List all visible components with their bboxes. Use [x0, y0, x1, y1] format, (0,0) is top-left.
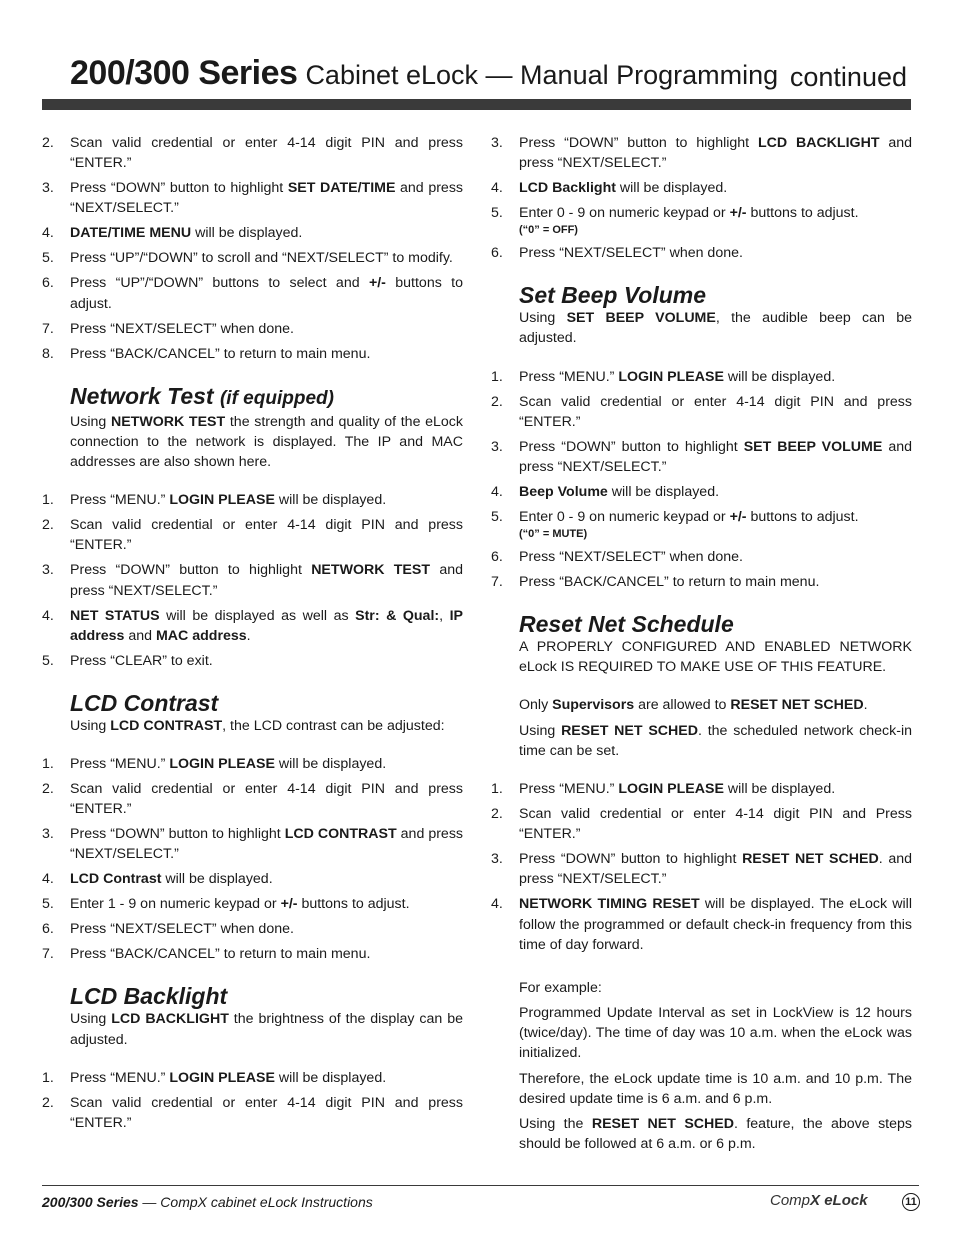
step-number: 6.: [491, 245, 503, 262]
step-number: 2.: [42, 135, 54, 151]
step-text: Press “MENU.” LOGIN PLEASE will be displayed.: [70, 756, 387, 773]
step-item: [42, 894, 463, 914]
lcd-contrast-steps: [42, 754, 463, 965]
step-number: 7.: [491, 574, 503, 591]
step-text: Press “NEXT/SELECT” when done.: [70, 921, 294, 938]
reset-net-steps: [491, 779, 912, 955]
step-number: 4.: [42, 871, 54, 888]
step-item: [42, 515, 463, 555]
page-number: 11: [902, 1193, 920, 1211]
reset-net-supervisors: Only Supervisors are allowed to RESET NET SCHED.: [519, 697, 868, 714]
step-number: 4.: [491, 896, 503, 913]
step-text: Scan valid credential or enter 4-14 digit PIN and press “ENTER.”: [70, 135, 463, 172]
example-paragraph-1: Programmed Update Interval as set in LockView is 12 hours (twice/day). The time of day was 10 a.m. when the eLock was initialized.: [519, 1005, 912, 1062]
step-number: 5.: [491, 509, 503, 526]
step-text: Enter 0 - 9 on numeric keypad or +/- buttons to adjust. (“0” = OFF): [519, 205, 859, 237]
step-number: 6.: [491, 549, 503, 566]
step-text: Press “MENU.” LOGIN PLEASE will be displayed.: [519, 368, 836, 385]
step-text: LCD Contrast will be displayed.: [70, 871, 273, 888]
step-text: Press “BACK/CANCEL” to return to main menu.: [70, 946, 371, 963]
step-text: Press “BACK/CANCEL” to return to main menu.: [70, 345, 371, 362]
step-number: 5.: [491, 205, 503, 222]
step-text: Press “CLEAR” to exit.: [70, 652, 213, 669]
step-item: [42, 824, 463, 864]
step-text: DATE/TIME MENU will be displayed.: [70, 225, 303, 242]
step-text: Press “DOWN” button to highlight SET BEEP VOLUME and press “NEXT/SELECT.”: [519, 438, 913, 476]
step-text: Press “DOWN” button to highlight LCD CONTRAST and press “NEXT/SELECT.”: [70, 826, 464, 863]
header-series: 200/300 Series: [70, 54, 298, 92]
network-test-heading: Network Test (if equipped): [70, 382, 334, 409]
lcd-backlight-heading: LCD Backlight: [70, 983, 228, 1010]
step-item: [491, 203, 912, 238]
step-item: [42, 869, 463, 889]
step-item: [491, 367, 912, 387]
step-number: 5.: [42, 652, 54, 669]
step-number: 3.: [491, 438, 503, 455]
step-text: Press “BACK/CANCEL” to return to main menu.: [519, 574, 820, 591]
step-item: [491, 243, 912, 263]
step-text: Enter 1 - 9 on numeric keypad or +/- buttons to adjust.: [70, 896, 410, 913]
step-item: [42, 319, 463, 339]
step-text: NETWORK TIMING RESET will be displayed. The eLock will follow the programmed or default check-in frequency from this time of day forward.: [519, 896, 912, 953]
lcd-contrast-description: Using LCD CONTRAST, the LCD contrast can be adjusted:: [70, 717, 445, 734]
step-number: 6.: [42, 921, 54, 938]
step-number: 1.: [42, 756, 54, 773]
beep-volume-description: Using SET BEEP VOLUME, the audible beep can be adjusted.: [519, 310, 912, 347]
step-text: Scan valid credential or enter 4-14 digit PIN and press “ENTER.”: [519, 393, 912, 430]
step-item: [42, 1093, 463, 1133]
step-item: [42, 560, 463, 600]
lcd-backlight-steps-continued: [491, 133, 912, 263]
step-text: Press “NEXT/SELECT” when done.: [519, 245, 743, 262]
step-number: 7.: [42, 946, 54, 963]
step-text: Scan valid credential or enter 4-14 digit PIN and press “ENTER.”: [70, 781, 463, 818]
lcd-contrast-heading: LCD Contrast: [70, 689, 219, 716]
step-number: 4.: [491, 180, 503, 197]
step-text: Press “UP”/“DOWN” to scroll and “NEXT/SELECT” to modify.: [70, 250, 453, 267]
step-number: 1.: [42, 1069, 54, 1086]
lcd-backlight-description: Using LCD BACKLIGHT the brightness of the display can be adjusted.: [70, 1011, 463, 1048]
step-item: [42, 223, 463, 243]
step-item: [491, 804, 912, 844]
step-text: LCD Backlight will be displayed.: [519, 180, 728, 197]
step-number: 2.: [491, 806, 503, 823]
step-text: Press “DOWN” button to highlight SET DATE/TIME and press “NEXT/SELECT.”: [70, 180, 464, 217]
step-item: [42, 248, 463, 268]
footer-text: 200/300 Series — CompX cabinet eLock Instructions: [42, 1194, 373, 1210]
step-item: [491, 547, 912, 567]
right-column: [491, 133, 912, 1154]
step-number: 1.: [491, 781, 503, 798]
lcd-backlight-steps: [42, 1068, 463, 1133]
step-item: [42, 606, 463, 646]
step-number: 4.: [491, 484, 503, 501]
step-item: [42, 490, 463, 510]
step-item: [42, 178, 463, 218]
step-text: NET STATUS will be displayed as well as Str: & Qual:, IP address and MAC address.: [70, 607, 463, 644]
step-item: [42, 754, 463, 774]
step-number: 1.: [42, 492, 54, 509]
step-text: Press “MENU.” LOGIN PLEASE will be displayed.: [519, 781, 836, 798]
step-number: 3.: [491, 851, 503, 868]
left-column: [42, 133, 463, 1138]
step-item: [491, 437, 912, 477]
step-item: [491, 779, 912, 799]
step-item: [491, 507, 912, 542]
step-text: Scan valid credential or enter 4-14 digit PIN and press “ENTER.”: [70, 517, 463, 554]
step-item: [42, 1068, 463, 1088]
step-text: Press “NEXT/SELECT” when done.: [70, 320, 294, 337]
step-item: [491, 894, 912, 955]
step-text: Press “DOWN” button to highlight RESET NET SCHED. and press “NEXT/SELECT.”: [519, 851, 912, 888]
step-item: [491, 178, 912, 198]
step-text: Press “DOWN” button to highlight NETWORK TEST and press “NEXT/SELECT.”: [70, 562, 463, 599]
step-number: 2.: [42, 781, 54, 798]
network-test-steps: [42, 490, 463, 671]
step-number: 2.: [42, 1094, 54, 1111]
reset-net-warning: A PROPERLY CONFIGURED AND ENABLED NETWORK eLock IS REQUIRED TO MAKE USE OF THIS FEATURE.: [519, 639, 912, 676]
step-text: Press “NEXT/SELECT” when done.: [519, 549, 743, 566]
step-item: [491, 482, 912, 502]
step-number: 7.: [42, 320, 54, 337]
step-text: Press “MENU.” LOGIN PLEASE will be displayed.: [70, 492, 387, 509]
step-text: Scan valid credential or enter 4-14 digit PIN and Press “ENTER.”: [519, 806, 912, 843]
step-number: 1.: [491, 368, 503, 385]
step-item: [42, 651, 463, 671]
beep-volume-heading: Set Beep Volume: [519, 282, 707, 309]
step-number: 2.: [491, 393, 503, 410]
step-item: [42, 919, 463, 939]
step-number: 3.: [42, 180, 54, 197]
step-text: Press “DOWN” button to highlight LCD BACKLIGHT and press “NEXT/SELECT.”: [519, 135, 913, 172]
step-number: 3.: [42, 826, 54, 843]
step-text: Beep Volume will be displayed.: [519, 484, 720, 501]
set-date-time-steps: [42, 133, 463, 364]
footer-rule: [42, 1185, 919, 1186]
example-label: For example:: [519, 979, 602, 996]
network-test-description: Using NETWORK TEST the strength and quality of the eLock connection to the network is displayed. The IP and MAC addresses are also shown here.: [70, 413, 463, 471]
step-number: 6.: [42, 275, 54, 292]
page-header: [70, 54, 910, 94]
header-title: Cabinet eLock — Manual Programming: [305, 60, 779, 90]
step-item: [42, 273, 463, 313]
step-number: 8.: [42, 345, 54, 362]
step-number: 2.: [42, 517, 54, 534]
step-item: [491, 849, 912, 889]
step-number: 4.: [42, 225, 54, 242]
step-number: 3.: [42, 562, 54, 579]
header-continued: continued: [789, 62, 907, 92]
step-item: [42, 779, 463, 819]
reset-net-heading: Reset Net Schedule: [519, 611, 734, 638]
step-text: Scan valid credential or enter 4-14 digit PIN and press “ENTER.”: [70, 1094, 463, 1132]
step-number: 3.: [491, 135, 503, 151]
step-text: Press “MENU.” LOGIN PLEASE will be displayed.: [70, 1069, 387, 1086]
beep-volume-steps: [491, 367, 912, 593]
step-item: [491, 572, 912, 592]
step-item: [42, 344, 463, 364]
header-rule: [42, 99, 911, 110]
step-text: Press “UP”/“DOWN” buttons to select and +/- buttons to adjust.: [70, 275, 463, 312]
step-number: 5.: [42, 896, 54, 913]
step-item: [42, 133, 463, 173]
example-paragraph-2: Therefore, the eLock update time is 10 a.m. and 10 p.m. The desired update time is 6 a.m. and 6 p.m.: [519, 1070, 912, 1107]
step-item: [491, 392, 912, 432]
step-number: 5.: [42, 250, 54, 267]
example-paragraph-3: Using the RESET NET SCHED. feature, the above steps should be followed at 6 a.m. or 6 p.m.: [519, 1116, 912, 1153]
step-item: [491, 133, 912, 173]
reset-net-description: Using RESET NET SCHED. the scheduled network check-in time can be set.: [519, 722, 912, 759]
step-text: Enter 0 - 9 on numeric keypad or +/- buttons to adjust. (“0” = MUTE): [519, 509, 859, 541]
compx-elock-logo: CompX eLock: [770, 1192, 868, 1209]
step-number: 4.: [42, 607, 54, 624]
step-item: [42, 944, 463, 964]
